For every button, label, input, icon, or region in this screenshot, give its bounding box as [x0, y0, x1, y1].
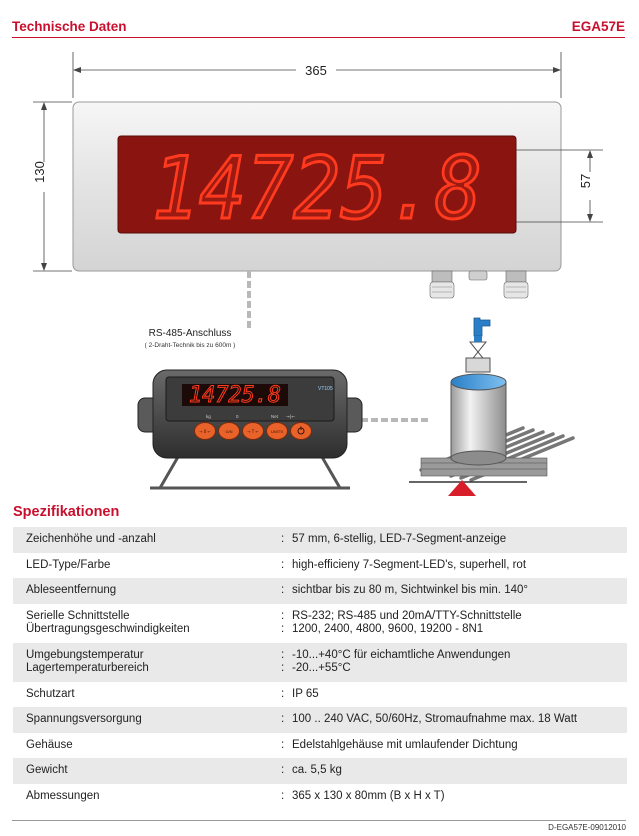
spec-value-line: RS-232; RS-485 und 20mA/TTY-Schnittstelle: [292, 609, 522, 622]
spec-separator: : :: [281, 609, 285, 635]
led-display-value: 14725.8: [152, 139, 482, 239]
indicator-button-units: UNITS: [271, 429, 283, 434]
spec-label: [26, 649, 281, 676]
spec-value: [292, 584, 627, 598]
spec-separator: :: [281, 764, 285, 776]
spec-label: [26, 790, 281, 804]
spec-row: [13, 527, 627, 553]
spec-separator: :: [281, 584, 285, 596]
spec-separator: :: [281, 687, 285, 700]
spec-value-line: -20...+55°C: [292, 662, 351, 674]
height-dimension: [32, 102, 72, 271]
spec-value-line: sichtbar bis zu 80 m, Sichtwinkel bis min. 140°: [292, 584, 528, 596]
indicator-display: 14725.8: [189, 383, 281, 408]
spec-label-line: Gewicht: [26, 764, 68, 776]
spec-row: [13, 784, 627, 810]
document-code: D-EGA57E-09012010: [12, 820, 626, 832]
technical-diagram: [0, 40, 639, 500]
spec-row: [13, 553, 627, 579]
spec-row: [13, 758, 627, 784]
spec-row: [13, 643, 627, 682]
cable-glands: [430, 271, 528, 298]
spec-label-line: LED-Type/Farbe: [26, 558, 111, 571]
specs-title: Spezifikationen: [13, 504, 120, 520]
spec-label-line: Ableseentfernung: [26, 584, 117, 596]
spec-value: [292, 764, 627, 778]
spec-value-line: -10...+40°C für eichamtliche Anwendungen: [292, 648, 511, 661]
spec-label: [26, 584, 281, 598]
spec-label-line: Serielle Schnittstelle: [26, 609, 130, 622]
bucket-icon: [451, 374, 506, 465]
indicator-status-net: Net: [271, 414, 279, 419]
platform-scale: [409, 318, 573, 496]
rs485-title: RS-485-Anschluss: [148, 328, 232, 339]
spec-value-line: 57 mm, 6-stellig, LED-7-Segment-anzeige: [292, 533, 507, 545]
indicator-button-tare: → T ←: [247, 429, 259, 434]
indicator-button-gn: G/N: [225, 429, 233, 434]
spec-value: [292, 739, 627, 753]
spec-label-line: Übertragungsgeschwindigkeiten: [26, 623, 190, 635]
spec-label: [26, 764, 281, 778]
spec-label-line: Lagertemperaturbereich: [26, 662, 149, 674]
spec-separator: :: [281, 789, 285, 802]
spec-row: [13, 707, 627, 733]
spec-separator: :: [281, 713, 285, 725]
indicator-status-zero: 0: [236, 414, 239, 419]
weighing-indicator: [138, 370, 362, 488]
spec-label-line: Umgebungstemperatur: [26, 648, 144, 661]
spec-label: [26, 533, 281, 547]
spec-value-line: 1200, 2400, 4800, 9600, 19200 - 8N1: [292, 623, 484, 635]
indicator-unit: kg: [206, 414, 211, 419]
spec-separator: :: [281, 558, 285, 571]
spec-value: [292, 790, 627, 804]
spec-label: [26, 688, 281, 702]
spec-separator: :: [281, 738, 285, 751]
indicator-brand: VT105: [318, 386, 333, 392]
spec-value-line: ca. 5,5 kg: [292, 764, 342, 776]
spec-value-line: 100 .. 240 VAC, 50/60Hz, Stromaufnahme max. 18 Watt: [292, 713, 578, 725]
spec-label: [26, 559, 281, 573]
indicator-button-zero: → 0 ←: [199, 429, 211, 434]
width-dimension: [73, 52, 561, 98]
spec-value-line: Edelstahlgehäuse mit umlaufender Dichtung: [292, 738, 518, 751]
spec-label-line: Schutzart: [26, 687, 75, 700]
spec-separator: : :: [281, 648, 285, 674]
spec-label: [26, 739, 281, 753]
spec-value-line: IP 65: [292, 687, 319, 700]
spec-value: [292, 649, 627, 676]
spec-label: [26, 610, 281, 637]
spec-separator: :: [281, 533, 285, 545]
spec-label-line: Gehäuse: [26, 738, 73, 751]
filling-valve-icon: [466, 318, 490, 372]
height-label: 130: [32, 161, 47, 183]
spec-value-line: high-efficieny 7-Segment-LED's, superhell, rot: [292, 558, 527, 571]
spec-value: [292, 688, 627, 702]
indicator-buttons: [195, 423, 312, 440]
spec-value: [292, 533, 627, 547]
spec-label: [26, 713, 281, 727]
spec-row: [13, 733, 627, 759]
rs485-note: ( 2-Draht-Technik bis zu 600m ): [144, 342, 236, 349]
section-title: Technische Daten: [12, 19, 127, 34]
indicator-status-stable: →|←: [286, 415, 296, 420]
spec-row: [13, 604, 627, 643]
spec-value: [292, 559, 627, 573]
spec-label-line: Zeichenhöhe und -anzahl: [26, 533, 156, 545]
spec-value: [292, 610, 627, 637]
spec-value-line: 365 x 130 x 80mm (B x H x T): [292, 789, 445, 802]
width-label: 365: [305, 63, 327, 78]
specs-table: [13, 527, 627, 809]
page-header: [12, 17, 625, 38]
spec-label-line: Abmessungen: [26, 789, 100, 802]
model-name: EGA57E: [571, 19, 625, 34]
spec-value: [292, 713, 627, 727]
spec-row: [13, 578, 627, 604]
spec-row: [13, 682, 627, 708]
spec-label-line: Spannungsversorgung: [26, 713, 142, 725]
digit-height-label: 57: [578, 173, 593, 189]
